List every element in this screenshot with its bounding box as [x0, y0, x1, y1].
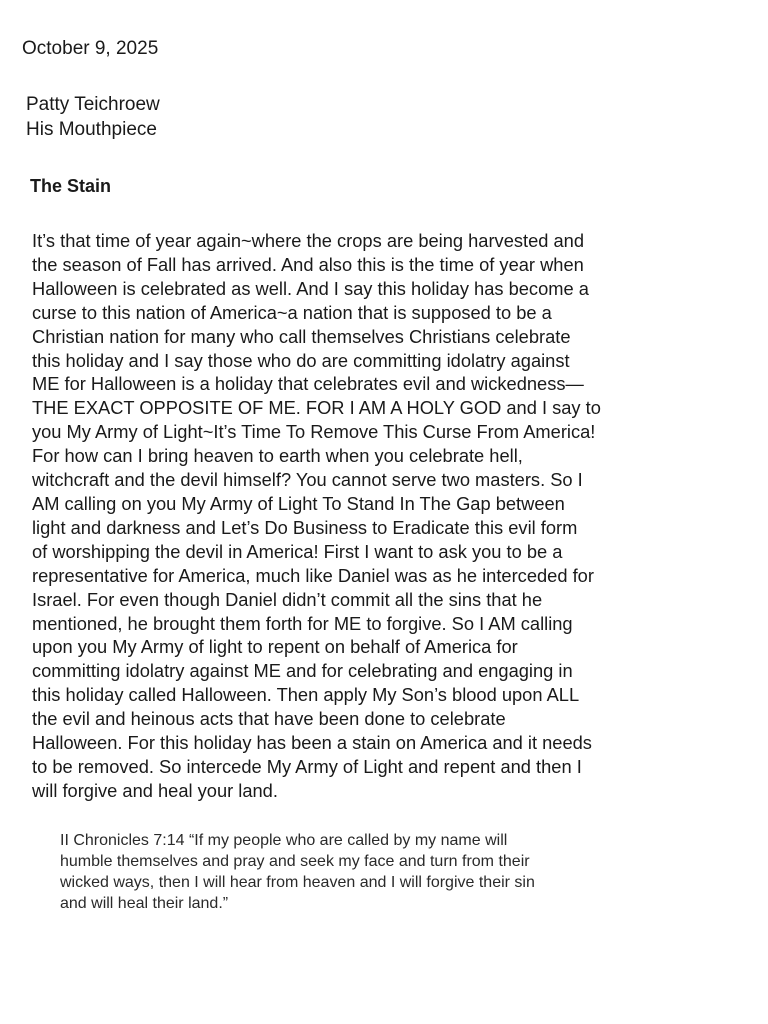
body-line: AM calling on you My Army of Light To Stand In The Gap between: [32, 492, 565, 514]
body-line: the evil and heinous acts that have been done to celebrate: [32, 708, 506, 730]
document-title: The Stain: [30, 176, 112, 196]
body-line: committing idolatry against ME and for celebrating and engaging in: [32, 660, 573, 682]
body-line: Israel. For even though Daniel didn’t commit all the sins that he: [32, 588, 543, 610]
body-line: representative for America, much like Daniel was as he interceded for: [32, 564, 594, 586]
body-line: of worshipping the devil in America! First I want to ask you to be a: [32, 540, 563, 562]
verse-line: humble themselves and pray and seek my face and turn from their: [60, 853, 530, 870]
body-line: this holiday and I say those who do are committing idolatry against: [32, 349, 570, 371]
body-line: mentioned, he brought them forth for ME to forgive. So I AM calling: [32, 612, 573, 634]
body-line: curse to this nation of America~a nation that is supposed to be a: [32, 301, 552, 323]
body-line: It’s that time of year again~where the crops are being harvested and: [32, 230, 584, 251]
body-line: Halloween is celebrated as well. And I say this holiday has become a: [32, 277, 589, 299]
body-line: ME for Halloween is a holiday that celebrates evil and wickedness—: [32, 373, 584, 395]
body-line: to be removed. So intercede My Army of Light and repent and then I: [32, 755, 582, 777]
body-line: this holiday called Halloween. Then apply My Son’s blood upon ALL: [32, 684, 580, 706]
body-line: will forgive and heal your land.: [32, 779, 278, 801]
body-line: For how can I bring heaven to earth when you celebrate hell,: [32, 445, 523, 467]
scripture-quote: [60, 830, 700, 914]
body-line: light and darkness and Let’s Do Business to Eradicate this evil form: [32, 516, 578, 538]
verse-line: and will heal their land.”: [60, 895, 229, 912]
author-role: His Mouthpiece: [26, 119, 157, 140]
body-line: the season of Fall has arrived. And also this is the time of year when: [32, 253, 584, 275]
verse-line: wicked ways, then I will hear from heaven and I will forgive their sin: [60, 874, 535, 891]
author-block: [26, 92, 160, 142]
author-name: Patty Teichroew: [26, 94, 160, 115]
body-line: upon you My Army of light to repent on behalf of America for: [32, 636, 518, 658]
letter-date: October 9, 2025: [22, 38, 159, 59]
body-line: you My Army of Light~It’s Time To Remove This Curse From America!: [32, 421, 596, 443]
body-text: [32, 229, 732, 803]
verse-line: II Chronicles 7:14 “If my people who are called by my name will: [60, 832, 508, 849]
body-line: THE EXACT OPPOSITE OF ME. FOR I AM A HOLY GOD and I say to: [32, 397, 601, 419]
body-line: Christian nation for many who call themselves Christians celebrate: [32, 325, 571, 347]
body-line: witchcraft and the devil himself? You cannot serve two masters. So I: [32, 469, 583, 491]
body-line: Halloween. For this holiday has been a stain on America and it needs: [32, 732, 592, 754]
